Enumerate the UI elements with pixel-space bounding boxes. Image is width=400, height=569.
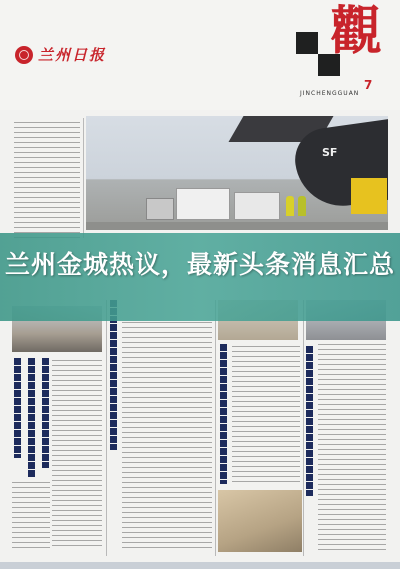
brand-block-icon [296, 32, 318, 54]
section-brand-logo [296, 1, 388, 108]
masthead [0, 0, 400, 110]
column-divider [106, 300, 107, 556]
cargo-container-icon [176, 188, 230, 220]
interior-photo [218, 490, 302, 552]
cargo-plane-photo [86, 116, 388, 230]
article-text-column [52, 360, 102, 550]
vertical-headline [306, 346, 313, 496]
issue-number: 7 [364, 78, 373, 92]
column-divider [215, 300, 216, 556]
banner-title: 兰州金城热议，最新头条消息汇总 [4, 250, 395, 279]
newspaper-seal-icon [15, 46, 33, 64]
brand-english: JINCHENGGUAN [300, 90, 360, 97]
article-text-column [232, 346, 300, 486]
article-text-column [14, 122, 80, 242]
newspaper-name: 兰州日报 [38, 46, 107, 64]
brand-character: 觀 [330, 1, 383, 62]
article-text-column [12, 482, 50, 552]
article-text-column [122, 322, 212, 550]
bottom-edge [0, 562, 400, 569]
article-text-column [318, 344, 386, 552]
cargo-container-icon [146, 198, 174, 220]
vertical-headline [14, 358, 21, 458]
worker-figure-icon [286, 196, 294, 216]
column-divider [303, 300, 304, 556]
vertical-headline [110, 300, 117, 450]
vertical-headline [42, 358, 49, 468]
vertical-headline [28, 358, 35, 478]
tarmac-strip [86, 222, 388, 230]
plane-logo: SF [322, 146, 338, 159]
worker-figure-icon [298, 196, 306, 216]
loader-truck-icon [351, 178, 387, 214]
vertical-headline [220, 344, 227, 484]
cargo-container-icon [234, 192, 280, 220]
column-divider [83, 118, 84, 238]
